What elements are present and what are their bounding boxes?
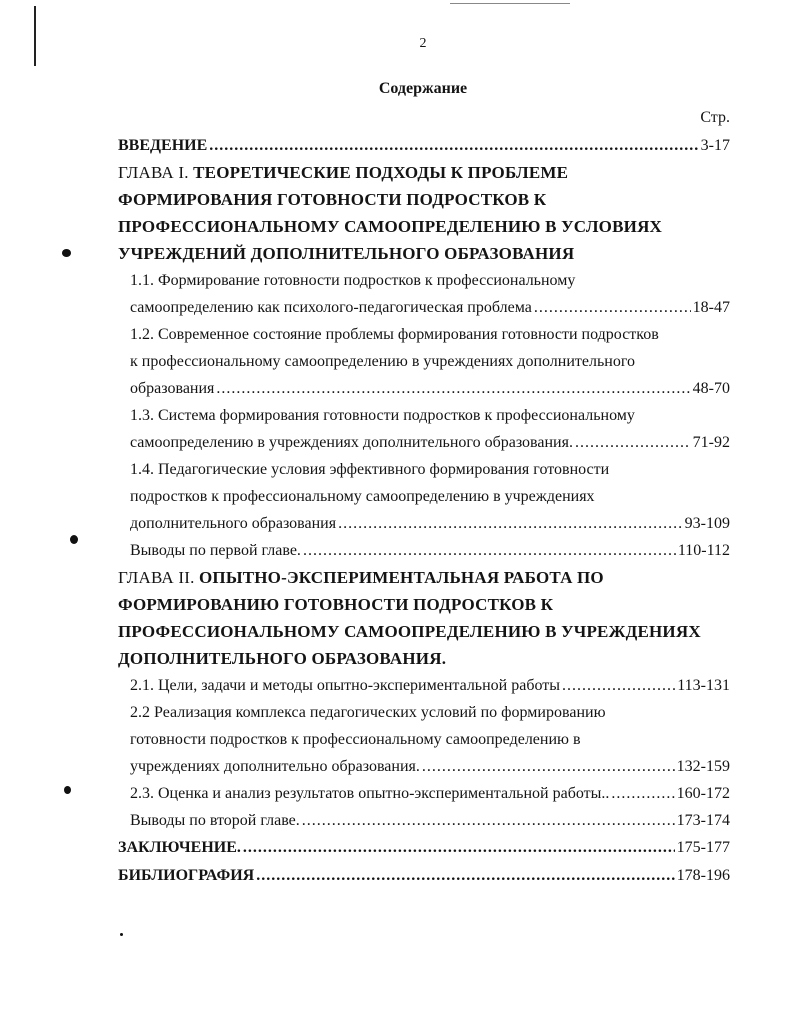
toc-entry-pages: 110-112	[677, 542, 730, 559]
leader-dots	[209, 133, 698, 159]
toc-chapter-1[interactable]	[118, 159, 730, 267]
scan-speck	[120, 933, 123, 936]
toc-entry-pages: 113-131	[677, 677, 730, 694]
scan-speck	[62, 249, 71, 257]
toc-entry-pages: 93-109	[684, 515, 730, 532]
section-title-line: к профессиональному самоопределению в учреждениях дополнительного	[130, 353, 636, 370]
chapter-title-line: ФОРМИРОВАНИЯ ГОТОВНОСТИ ПОДРОСТКОВ К	[118, 190, 547, 209]
section-title-line: 2.2 Реализация комплекса педагогических условий по формированию	[130, 704, 606, 721]
section-title-line: 1.4. Педагогические условия эффективного формирования готовности	[130, 461, 610, 478]
leader-dots	[338, 510, 683, 537]
toc-section-1-4[interactable]	[118, 456, 730, 537]
table-of-contents	[118, 133, 730, 890]
section-title-line: 1.3. Система формирования готовности подростков к профессиональному	[130, 407, 635, 424]
scan-speck	[64, 786, 71, 794]
toc-conclusions-chapter-1[interactable]	[118, 537, 730, 564]
chapter-title-line: ФОРМИРОВАНИЮ ГОТОВНОСТИ ПОДРОСТКОВ К	[118, 595, 554, 614]
chapter-title-line: ПРОФЕССИОНАЛЬНОМУ САМООПРЕДЕЛЕНИЮ В УЧРЕЖДЕНИЯХ	[118, 622, 701, 641]
section-title-line: образования	[130, 380, 215, 397]
section-title-line: учреждениях дополнительно образования.	[130, 758, 420, 775]
chapter-title-line: ДОПОЛНИТЕЛЬНОГО ОБРАЗОВАНИЯ.	[118, 649, 447, 668]
toc-entry-bibliography[interactable]	[118, 862, 730, 890]
pages-column-label: Стр.	[700, 109, 730, 126]
page-number: 2	[419, 36, 427, 51]
chapter-title-line: ТЕОРЕТИЧЕСКИЕ ПОДХОДЫ К ПРОБЛЕМЕ	[193, 163, 569, 182]
chapter-prefix: ГЛАВА I.	[118, 163, 194, 182]
section-title-line: подростков к профессиональному самоопределению в учреждениях	[130, 488, 595, 505]
toc-entry-label: Выводы по первой главе.	[130, 542, 301, 559]
toc-section-2-3[interactable]	[118, 780, 730, 807]
toc-section-1-3[interactable]	[118, 402, 730, 456]
toc-chapter-2[interactable]	[118, 564, 730, 672]
toc-entry-pages: 48-70	[692, 380, 730, 397]
toc-entry-label: ВВЕДЕНИЕ	[118, 137, 208, 154]
leader-dots	[302, 807, 675, 834]
section-title-line: дополнительного образования	[130, 515, 337, 532]
toc-entry-pages: 132-159	[676, 758, 730, 775]
section-title-line: самоопределению как психолого-педагогическая проблема	[130, 299, 532, 316]
section-title-line: самоопределению в учреждениях дополнительного образования.	[130, 434, 573, 451]
section-title-line: 1.1. Формирование готовности подростков к профессиональному	[130, 272, 576, 289]
toc-entry-pages: 173-174	[676, 812, 730, 829]
leader-dots	[303, 537, 676, 564]
toc-section-2-2[interactable]	[118, 699, 730, 780]
toc-entry-pages: 178-196	[676, 867, 730, 884]
scan-speck	[70, 535, 78, 544]
section-title-line: готовности подростков к профессиональному самоопределению в	[130, 731, 581, 748]
toc-entry-pages: 3-17	[700, 137, 730, 154]
leader-dots	[422, 753, 675, 780]
toc-entry-pages: 71-92	[692, 434, 730, 451]
leader-dots	[575, 429, 691, 456]
toc-entry-conclusion[interactable]	[118, 834, 730, 862]
leader-dots	[256, 862, 674, 890]
leader-dots	[534, 294, 691, 321]
toc-conclusions-chapter-2[interactable]	[118, 807, 730, 834]
leader-dots	[562, 672, 675, 699]
chapter-prefix: ГЛАВА II.	[118, 568, 199, 587]
chapter-title-line: УЧРЕЖДЕНИЙ ДОПОЛНИТЕЛЬНОГО ОБРАЗОВАНИЯ	[118, 244, 575, 263]
toc-section-1-1[interactable]	[118, 267, 730, 321]
toc-entry-label: ЗАКЛЮЧЕНИЕ.	[118, 839, 241, 856]
toc-section-2-1[interactable]	[118, 672, 730, 699]
toc-entry-pages: 175-177	[676, 839, 730, 856]
leader-dots	[243, 834, 675, 862]
toc-entry-intro[interactable]	[118, 133, 730, 159]
toc-entry-label: Выводы по второй главе.	[130, 812, 300, 829]
chapter-title-line: ОПЫТНО-ЭКСПЕРИМЕНТАЛЬНАЯ РАБОТА ПО	[198, 568, 604, 587]
toc-entry-pages: 160-172	[676, 785, 730, 802]
toc-entry-pages: 18-47	[692, 299, 730, 316]
toc-entry-label: 2.1. Цели, задачи и методы опытно-экспериментальной работы	[130, 677, 560, 694]
leader-dots	[611, 780, 674, 807]
toc-title: Содержание	[378, 80, 468, 97]
section-title-line: 1.2. Современное состояние проблемы формирования готовности подростков	[130, 326, 659, 343]
toc-entry-label: 2.3. Оценка и анализ результатов опытно-экспериментальной работы..	[130, 785, 610, 802]
toc-section-1-2[interactable]	[118, 321, 730, 402]
scan-top-line	[450, 3, 570, 4]
leader-dots	[216, 375, 690, 402]
chapter-title-line: ПРОФЕССИОНАЛЬНОМУ САМООПРЕДЕЛЕНИЮ В УСЛОВИЯХ	[118, 217, 663, 236]
toc-entry-label: БИБЛИОГРАФИЯ	[118, 867, 255, 884]
